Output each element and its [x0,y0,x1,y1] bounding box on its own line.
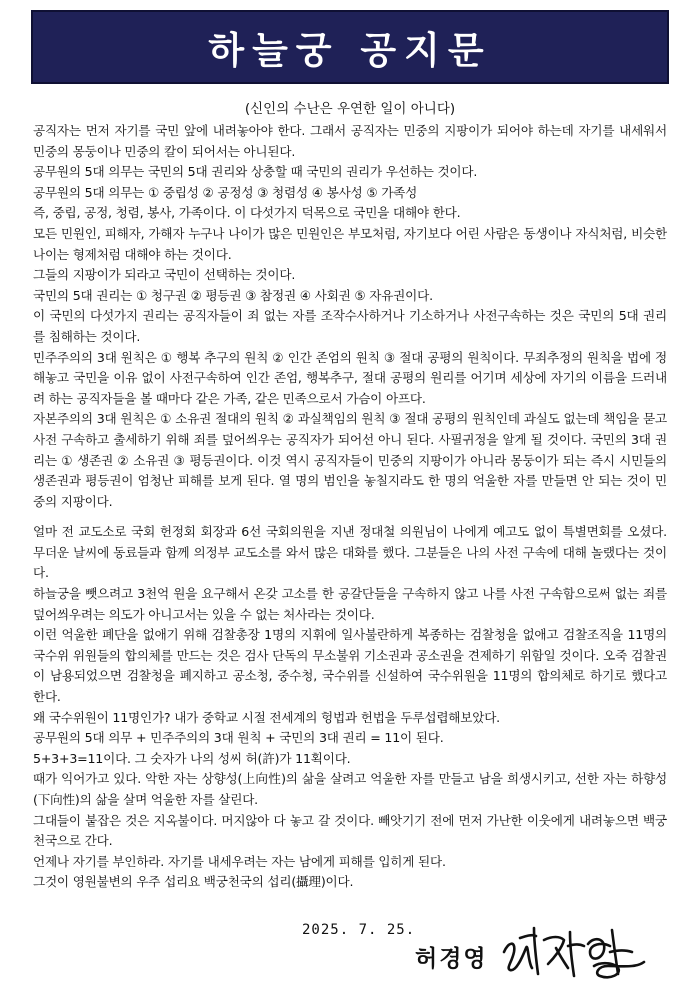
paragraph: 자본주의의 3대 원칙은 ① 소유권 절대의 원칙 ② 과실책임의 원칙 ③ 절대 공평의 원칙인데 과실도 없는데 책임을 묻고 사전 구속하고 출세하기 위해 죄를 덮어씌우는 공직자가 되어선 아니 된다. 사필귀정을 알게 될 것이다. 국민의 3대 권리는 ① 생존권 ② 소유권 ③ 평등권이다. 이것 역시 공직자들이 민중의 지팡이가 아니라 몽둥이가 되는 즉시 시민들의 생존권과 평등권이 엄청난 피해를 보게 된다. 열 명의 범인을 놓칠지라도 한 명의 억울한 자를 만들면 안 되는 것이 민중의 지팡이다. [33,411,667,509]
paragraph: 언제나 자기를 부인하라. 자기를 내세우려는 자는 남에게 피해를 입히게 된다. [33,853,446,869]
paragraph: 그것이 영원불변의 우주 섭리요 백궁천국의 섭리(攝理)이다. [33,874,354,890]
paragraph: 공무원의 5대 의무 + 민주주의의 3대 원칙 + 국민의 3대 권리 = 11이 된다. [33,730,444,746]
paragraph: 국민의 5대 권리는 ① 청구권 ② 평등권 ③ 참정권 ④ 사회권 ⑤ 자유권이다. [33,287,433,303]
paragraph: 모든 민원인, 피해자, 가해자 누구나 나이가 많은 민원인은 부모처럼, 자기보다 어린 사람은 동생이나 자식처럼, 비슷한 나이는 형제처럼 대해야 하는 것이다. [33,225,667,262]
notice-body [33,121,667,893]
paragraph: 하늘궁을 뺏으려고 3천억 원을 요구해서 온갖 고소를 한 공갈단들을 구속하지 않고 나를 사전 구속함으로써 없는 죄를 덮어씌우려는 의도가 아니고서는 있을 수 없는 처사라는 것이다. [33,586,667,622]
subtitle: (신인의 수난은 우연한 일이 아니다) [244,101,456,117]
paragraph: 얼마 전 교도소로 국회 헌정회 회장과 6선 국회의원을 지낸 정대철 의원님이 나에게 예고도 없이 특별면회를 오셨다. 무더운 날씨에 동료들과 함께 의정부 교도소를 와서 많은 대화를 했다. 그분들은 나의 사전 구속에 대해 놀랬다는 것이다. [33,524,667,581]
paragraph: 왜 국수위원이 11명인가? 내가 중학교 시절 전세계의 헝법과 헌법을 두루섭렵해보았다. [33,709,500,725]
title-banner [31,10,669,84]
handwritten-signature [498,918,648,982]
paragraph: 이런 억울한 폐단을 없애기 위해 검찰총장 1명의 지휘에 일사불란하게 복종하는 검찰청을 없애고 검찰조직을 11명의 국수위 위원들의 합의체를 만드는 것은 검사 단독의 무소불위 기소권과 공소권을 견제하기 위함일 것이다. 오죽 검찰권이 남용되었으면 검찰청을 폐지하고 공소청, 중수청, 국수위를 신설하여 국수위원을 11명의 합의체로 하기로 했다고 한다. [33,627,667,705]
paragraph: 공무원의 5대 의무는 ① 중립성 ② 공정성 ③ 청렴성 ④ 봉사성 ⑤ 가족성 [33,184,418,200]
paragraph: 민주주의의 3대 원칙은 ① 행복 추구의 원칙 ② 인간 존엄의 원칙 ③ 절대 공평의 원칙이다. 무죄추정의 원칙을 법에 정해놓고 국민을 이유 없이 사전구속하여 인간 존엄, 행복추구, 절대 공평의 원리를 어기며 세상에 자기의 이름을 드러내려 하는 공직자들을 볼 때마다 같은 가족, 같은 민족으로서 가슴이 아프다. [33,349,667,406]
paragraph: 즉, 중립, 공정, 청렴, 봉사, 가족이다. 이 다섯가지 덕목으로 국민을 대해야 한다. [33,205,461,221]
paragraph: 그대들이 붙잡은 것은 지옥불이다. 머지않아 다 놓고 갈 것이다. 빼앗기기 전에 먼저 가난한 이웃에게 내려놓으면 백궁천국으로 간다. [33,812,667,849]
paragraph: 이 국민의 다섯가지 권리는 공직자들이 죄 없는 자를 조작수사하거나 기소하거나 사전구속하는 것은 국민의 5대 권리를 침해하는 것이다. [33,308,667,344]
paragraph: 공무원의 5대 의무는 국민의 5대 권리와 상충할 때 국민의 권리가 우선하는 것이다. [33,164,478,180]
notice-date: 2025. 7. 25. [302,922,416,938]
signer-name: 허경영 [415,946,488,972]
paragraph: 5+3+3=11이다. 그 숫자가 나의 성씨 허(許)가 11획이다. [33,750,351,766]
paragraph: 그들의 지팡이가 되라고 국민이 선택하는 것이다. [33,267,296,283]
paragraph: 공직자는 먼저 자기를 국민 앞에 내려놓아야 한다. 그래서 공직자는 민중의 지팡이가 되어야 하는데 자기를 내세워서 민중의 몽둥이나 민중의 칼이 되어서는 아니된다. [33,123,667,159]
paragraph: 때가 익어가고 있다. 악한 자는 상향성(上向性)의 삶을 살려고 억울한 자를 만들고 남을 희생시키고, 선한 자는 하향성(下向性)의 삶을 살며 억울한 자를 살린다. [33,771,667,807]
page-title: 하늘궁 공지문 [208,29,492,72]
